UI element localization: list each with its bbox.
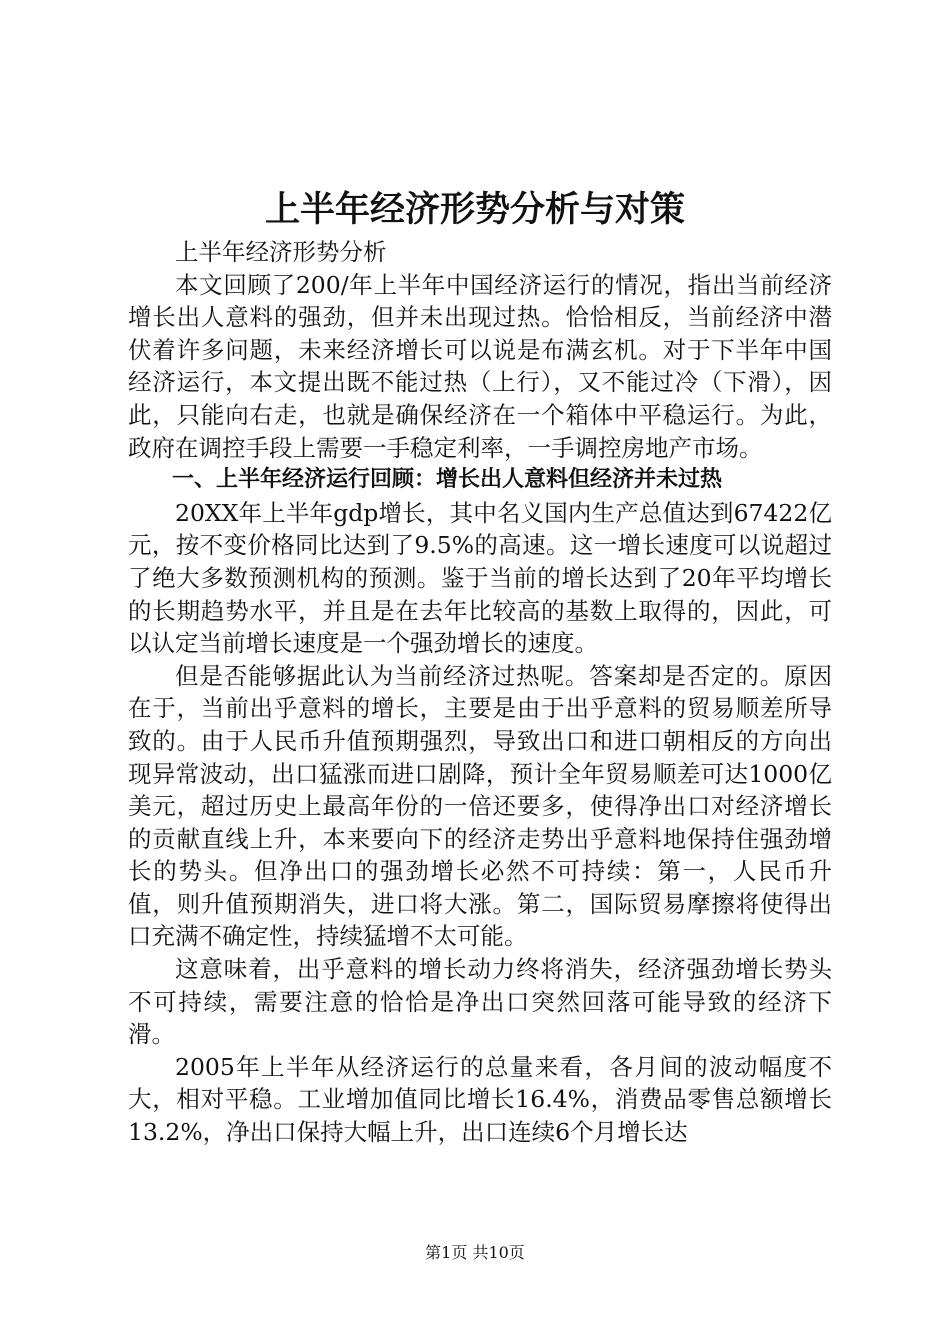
paragraph-subtitle: 上半年经济形势分析 — [175, 238, 387, 266]
paragraph-abstract: 本文回顾了200/年上半年中国经济运行的情况，指出当前经济增长出人意料的强劲，但并未出现过热。恰恰相反，当前经济中潜伏着许多问题，未来经济增长可以说是布满玄机。对于下半年中国经济运行，本文提出既不能过热（上行），又不能过冷（下滑），因此，只能向右走，也就是确保经济在一个箱体中平稳运行。为此，政府在调控手段上需要一手稳定利率，一手调控房地产市场。 — [128, 270, 832, 462]
paragraph: 但是否能够据此认为当前经济过热呢。答案却是否定的。原因在于，当前出乎意料的增长，主要是由于出乎意料的贸易顺差所导致的。由于人民币升值预期强烈，导致出口和进口朝相反的方向出现异常波动，出口猛涨而进口剧降，预计全年贸易顺差可达1000亿美元，超过历史上最高年份的一倍还要多，使得净出口对经济增长的贡献直线上升，本来要向下的经济走势出乎意料地保持住强劲增长的势头。但净出口的强劲增长必然不可持续：第一，人民币升值，则升值预期消失，进口将大涨。第二，国际贸易摩擦将使得出口充满不确定性，持续猛增不太可能。 — [128, 661, 832, 951]
paragraph: 20XX年上半年gdp增长，其中名义国内生产总值达到67422亿元，按不变价格同比达到了9.5%的高速。这一增长速度可以说超过了绝大多数预测机构的预测。鉴于当前的增长达到了20年平均增长的长期趋势水平，并且是在去年比较高的基数上取得的，因此，可以认定当前增长速度是一个强劲增长的速度。 — [128, 498, 832, 658]
paragraph: 这意味着，出乎意料的增长动力终将消失，经济强劲增长势头不可持续，需要注意的恰恰是净出口突然回落可能导致的经济下滑。 — [128, 955, 832, 1049]
page-footer: 第1页 共10页 — [425, 1243, 525, 1262]
section-heading: 一、上半年经济运行回顾：增长出人意料但经济并未过热 — [172, 467, 723, 493]
document-body — [128, 236, 832, 1149]
paragraph: 2005年上半年从经济运行的总量来看，各月间的波动幅度不大，相对平稳。工业增加值同比增长16.4%，消费品零售总额增长13.2%，净出口保持大幅上升，出口连续6个月增长达 — [128, 1052, 832, 1147]
document-title: 上半年经济形势分析与对策 — [264, 190, 685, 230]
